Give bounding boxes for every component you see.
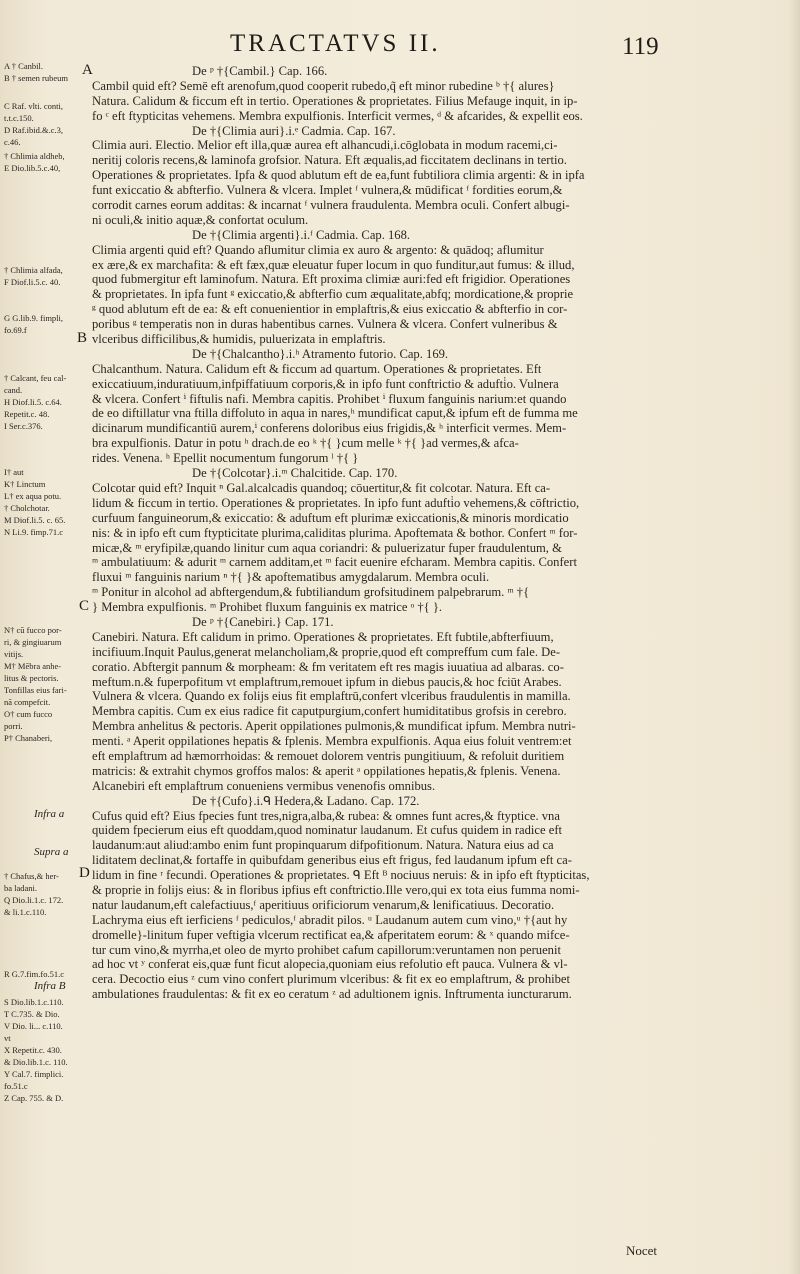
text-line: & vlcera. Confert ⁱ fiftulis nafi. Membra capitis. Prohibet ⁱ fluxum fanguinis narium:et quando: [92, 391, 567, 406]
text-line: meftum.n.& fuperpofitum vt emplaftrum,remouet ipfum in diebus paucis,& hoc fciūt Arabes.: [92, 674, 562, 689]
marginal-notes: [4, 0, 82, 1274]
running-title: TRACTATVS II.: [230, 30, 441, 57]
text-line: dromelle}-linitum fuper veftigia vlcerum rectificat ea,& afperitatem eorum: & ˣ quando mifce-: [92, 927, 570, 942]
marginal-note: S Dio.lib.1.c.110.: [4, 997, 64, 1007]
text-line: & proprietates. In ipfa funt ᵍ exiccatio,& abfterfio cum æqualitate,abfq; mordicatione,& proprie: [92, 287, 574, 302]
text-line: Vulnera & vlcera. Quando ex folijs eius fit emplaftrū,confert vlceribus fraudulentis in mamilla.: [92, 689, 571, 704]
marginal-note: † Chlimia alfada,: [4, 265, 63, 275]
text-line: Canebiri. Natura. Eft calidum in primo. Operationes & proprietates. Eft fubtile,abfterfiuum,: [92, 629, 554, 644]
marginal-note: D Raf.ibid.&.c.3,: [4, 125, 64, 135]
marginal-note: vt: [4, 1033, 11, 1043]
text-line: De †{Colcotar}.i.ᵐ Chalcitide. Cap. 170.: [192, 466, 398, 481]
text-line: De †{Climia auri}.i.ᵉ Cadmia. Cap. 167.: [192, 123, 396, 138]
marginal-note: R G.7.fim.fo.51.c: [4, 969, 64, 979]
marginal-note: X Repetit.c. 430.: [4, 1045, 62, 1055]
marginal-note: V Dio. li... c.110.: [4, 1021, 63, 1031]
text-line: matricis: & extrahit chymos groffos malos: & aperit ᵃ oppilationes hepatis,& fplenis. Venena.: [92, 763, 561, 778]
text-line: Lachryma eius eft ierficiens ᶠ pediculos,ᶠ abradit pilos. ᵘ Laudanum autem cum vino,ᵘ †{aut hy: [92, 912, 568, 927]
text-line: De ᵖ †{Cambil.} Cap. 166.: [192, 64, 328, 78]
text-line: ᵐ ambulatiuum: & adurit ᵐ carnem additam,et ᵐ facit euenire efcharam. Membra capitis. Confert: [92, 555, 577, 570]
text-line: De ᵖ †{Canebiri.} Cap. 171.: [192, 614, 334, 629]
text-line: quidem fpecierum eius eft quoddam,quod nominatur laudanum. Et cufus quidem in radice eft: [92, 823, 563, 838]
marginal-note: c.46.: [4, 137, 21, 147]
marginal-note: H Diof.li.5. c.64.: [4, 397, 62, 407]
text-line: de eo diftillatur vna ftilla diffoluto in aqua in nares,ʰ mundificat caput,& ipfum eft de fumma me: [92, 406, 578, 421]
text-line: laudanum:aut aliud:ambo enim funt propinquarum difpofitionum. Natura. Natura eius ad ca: [92, 838, 554, 853]
text-line: dicinarum mundificantiū aurem,ⁱ conferens doloribus eius frigidis,& ʰ interficit vermes. Mem-: [92, 421, 567, 436]
marginal-note: ri, & gingiuarum: [4, 637, 62, 647]
text-line: rides. Venena. ʰ Epellit nocumentum fungorum ˡ †{ }: [92, 451, 359, 466]
marginal-note: Infra B: [34, 980, 66, 992]
marginal-note: & li.1.c.110.: [4, 907, 47, 917]
marginal-note: † Calcant, feu cal-: [4, 373, 67, 383]
text-line: coratio. Abftergit pannum & morpheam: & fm veritatem eft res magis iuuatiua ad albaras. co-: [92, 659, 564, 674]
marginal-note: Repetit.c. 48.: [4, 409, 50, 419]
marginal-note: F Diof.li.5.c. 40.: [4, 277, 61, 287]
text-line: ᵐ Ponitur in alcohol ad abftergendum,& fubtiliandum grofsitudinem palpebrarum. ᵐ †{: [92, 585, 530, 600]
text-line: Climia auri. Electio. Melior eft illa,quæ aurea eft alhancudi,i.cōglobata in modum racemi,ci-: [92, 138, 558, 153]
text-line: Cufus quid eft? Eius fpecies funt tres,nigra,alba,& rubea: & omnes funt acres,& ftyptice. vna: [92, 808, 560, 823]
marginal-note: M Diof.li.5. c. 65.: [4, 515, 66, 525]
marginal-note: L† ex aqua potu.: [4, 491, 62, 501]
text-line: bra expulfionis. Datur in potu ʰ drach.de eo ᵏ †{ }cum melle ᵏ †{ }ad vermes,& afca-: [92, 436, 519, 451]
marginal-note: C Raf. vlti. conti,: [4, 101, 64, 111]
text-line: De †{Climia argenti}.i.ᶠ Cadmia. Cap. 168.: [192, 227, 411, 242]
text-line: tur cum vino,& myrrha,et oleo de myrto prohibet cafum capillorum:veruntamen non peruenit: [92, 942, 561, 957]
text-line: De †{Cufo}.i.ᑫ Hedera,& Ladano. Cap. 172.: [192, 793, 420, 808]
text-line: Membra capitis. Cum ex eius radice fit caputpurgium,confert humiditatibus grofsis in cerebro.: [92, 704, 567, 719]
marginal-note: E Dio.lib.5.c.40,: [4, 163, 61, 173]
marginal-note: † Cholchotar.: [4, 503, 50, 513]
text-line: corrodit carnes eorum additas: & incarnat ᶠ vulnera fraudulenta. Membra oculi. Confert albugi-: [92, 198, 570, 213]
text-line: quod fubmergitur eft laminofum. Natura. Eft proxima climiæ auri:fed eft frigidior. Operationes: [92, 272, 571, 287]
text-line: Natura. Calidum & ficcum eft in tertio. Operationes & proprietates. Filius Mefauge inquit, in ip-: [92, 93, 578, 108]
text-column: [92, 64, 647, 1214]
text-line: fluxui ᵐ fanguinis narium ⁿ †{ }& apoftematibus amygdalarum. Membra oculi.: [92, 570, 490, 585]
marginal-note: Supra a: [34, 846, 69, 858]
text-line: Colcotar quid eft? Inquit ⁿ Gal.alcalcadis quandoq; cōuertitur,& fit colcotar. Natura. Eft ca-: [92, 480, 551, 495]
text-line: nis: & in ipfo eft cum ftypticitate plurima,caliditas plurima. Apoftemata & bothor. Confert ᵐ for-: [92, 525, 578, 540]
marginal-note: Tonfillas eius fari-: [4, 685, 67, 695]
text-line: funt exiccatio & abfterfio. Vulnera & vlcera. Implet ᶠ vulnera,& mūdificat ᶠ fordities eorum,&: [92, 183, 563, 198]
marginal-note: ba ladani.: [4, 883, 38, 893]
marginal-note: nā compefcit.: [4, 697, 51, 707]
marginal-note: I† aut: [4, 467, 24, 477]
text-line: Cambil quid eft? Semē eft arenofum,quod cooperit rubedo,q̃ eft minor rubedine ᵇ †{ alures}: [92, 78, 555, 93]
marginal-note: t.t.c.150.: [4, 113, 34, 123]
text-line: ad hoc vt ʸ conferat eis,quæ funt ficut alopecia,quoniam eius refolutio eft pauca. Vulnera & vl-: [92, 957, 568, 972]
marginal-note: † Chafus,& her-: [4, 871, 59, 881]
marginal-note: fo.69.f: [4, 325, 27, 335]
marginal-note: P† Chanaberi,: [4, 733, 53, 743]
marginal-note: M† Mēbra anhe-: [4, 661, 62, 671]
text-line: menti. ᵃ Aperit oppilationes hepatis & fplenis. Membra expulfionis. Aqua eius foluit ventrem:et: [92, 734, 572, 749]
marginal-note: O† cum fucco: [4, 709, 53, 719]
section-marker-d: D: [79, 865, 90, 881]
page-edge-shadow: [788, 0, 800, 1274]
marginal-note: N† cū fucco por-: [4, 625, 62, 635]
text-line: Alcanebiri eft emplaftrum conueniens vermibus venenofis omnibus.: [92, 778, 436, 793]
text-line: neritij coloris recens,& laminofa grofsior. Natura. Eft æqualis,ad ficcitatem declinans in tertio.: [92, 153, 567, 168]
text-line: poribus ᵍ temperatis non in duras habentibus carnes. Vulnera & vlcera. Confert vulneribus &: [92, 317, 558, 332]
text-line: ni oculi,& initio aquæ,& confortat oculum.: [92, 212, 309, 227]
marginal-note: Infra a: [34, 808, 65, 820]
section-marker-c: C: [79, 598, 90, 614]
text-line: ᵍ quod ablutum eft de ea: & eft conuenientior in emplaftris,& eius exiccatio & abfterfio in cor-: [92, 302, 568, 317]
marginal-note: Q Dio.li.1.c. 172.: [4, 895, 64, 905]
marginal-note: B † semen rubeum: [4, 73, 68, 83]
marginal-note: vitijs.: [4, 649, 24, 659]
marginal-note: G G.lib.9. fimpli,: [4, 313, 64, 323]
text-line: exiccatiuum,induratiuum,infpiffatiuum corporis,& in ipfo funt conftrictio & adufti̇o. Vulnera: [92, 376, 559, 391]
text-line: ex ære,& ex marchafita: & eft fæx,quæ eleuatur fuper locum in quo funditur,aut fumus: & illud,: [92, 257, 575, 272]
text-line: Operationes & proprietates. Ipfa & quod ablutum eft de ea,funt fubtiliora climia argenti: & in ipfa: [92, 168, 585, 183]
text-line: micæ,& ᵐ eryfipilæ,quando linitur cum aqua coriandri: & puluerizatur fuper fraudulentum, &: [92, 540, 562, 555]
marginal-note: K† Linctum: [4, 479, 46, 489]
text-line: curfuum fanguineorum,& exiccatio: & aduftum eft plurimæ exiccationis,& minoris mordicatio: [92, 510, 569, 525]
text-line: fo ᶜ eft ftypticitas vehemens. Membra expulfionis. Interficit vermes, ᵈ & afcarides, & expellit eos.: [92, 108, 583, 123]
section-marker-b: B: [77, 330, 88, 346]
text-line: lidum & ficcum in tertio. Operationes & proprietates. In ipfo funt adufti̇o vehemens,& cōftrictio,: [92, 495, 580, 510]
page-number: 119: [622, 33, 659, 60]
marginal-note: A † Canbil.: [4, 61, 43, 71]
marginal-note: fo.51.c: [4, 1081, 28, 1091]
text-line: liditatem declinat,& fortaffe in quibufdam generibus eius eft frigus, fed laudanum ipfum eft ca-: [92, 853, 572, 868]
text-line: } Membra expulfionis. ᵐ Prohibet fluxum fanguinis ex matrice ᵒ †{ }.: [92, 600, 443, 615]
text-line: ambulationes fraudulentas: & fit ex eo ceratum ᶻ ad adultionem ignis. Inftrumenta iuncturarum.: [92, 987, 572, 1002]
text-line: vlceribus difficilibus,& humidis, puluerizata in emplaftris.: [92, 332, 386, 347]
text-line: cera. Decoctio eius ᶻ cum vino confert plurimum vlceribus: & fit ex eo emplaftrum, & prohibet: [92, 972, 571, 987]
marginal-note: T C.735. & Dio.: [4, 1009, 60, 1019]
text-line: Climia argenti quid eft? Quando aflumitur climia ex auro & argento: & quādoq; aflumitur: [92, 242, 544, 257]
text-line: & proprie in folijs eius: & in floribus ipfius eft conftrictio.Ille vero,qui ex tota eius fumma nomi-: [92, 882, 580, 897]
marginal-note: † Chlimia aldheb,: [4, 151, 65, 161]
text-line: incifiuum.Inquit Paulus,generat melancholiam,& proprie,quod eft compreffum cum fale. De-: [92, 644, 561, 659]
marginal-note: N Li.9. fimp.71.c: [4, 527, 64, 537]
text-line: natur laudanum,eft calefactiuus,ᶠ aperitiuus orificiorum venarum,& lenificatiuus. Decoratio.: [92, 897, 555, 912]
marginal-note: litus & pectoris.: [4, 673, 59, 683]
catchword: Nocet: [626, 1243, 658, 1258]
marginal-note: Y Cal.7. fimplici.: [4, 1069, 64, 1079]
marginal-note: Z Cap. 755. & D.: [4, 1093, 64, 1103]
text-line: lidum in fine ʳ fecundi. Operationes & proprietates. ᑫ Eft ᴮ nociuus neruis: & in ipfo eft ftypticitas,: [92, 868, 590, 883]
marginal-note: & Dio.lib.1.c. 110.: [4, 1057, 68, 1067]
marginal-note: I Ser.c.376.: [4, 421, 43, 431]
marginal-note: porri.: [4, 721, 23, 731]
marginal-note: cand.: [4, 385, 23, 395]
text-line: De †{Chalcantho}.i.ʰ Atramento futorio. Cap. 169.: [192, 346, 449, 361]
section-marker-a: A: [82, 62, 93, 78]
text-line: eft emplaftrum ad hæmorrhoidas: & remouet dolorem ventris pungitiuum, & refoluit duritiem: [92, 748, 565, 763]
text-line: Membra anhelitus & pectoris. Aperit oppilationes pulmonis,& mundificat ipfum. Membra nutri-: [92, 719, 576, 734]
text-line: Chalcanthum. Natura. Calidum eft & ficcum ad quartum. Operationes & proprietates. Eft: [92, 361, 542, 376]
